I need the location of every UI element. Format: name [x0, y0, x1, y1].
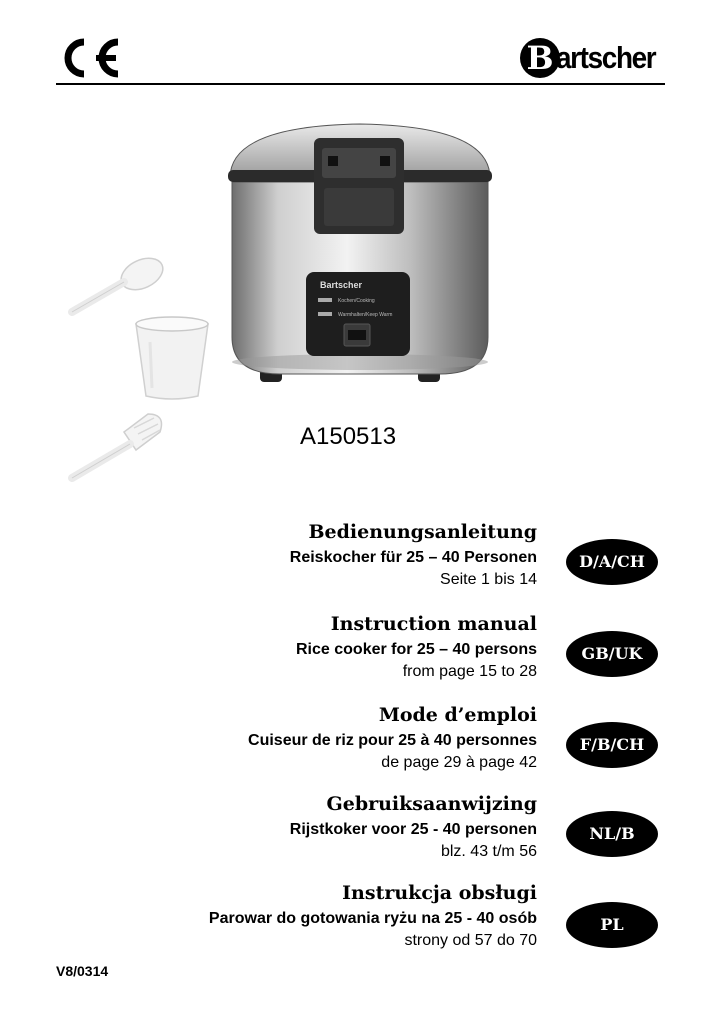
- language-badge-pl: PL: [566, 902, 658, 948]
- rice-spatula-image: [62, 410, 172, 485]
- section-subtitle: Rijstkoker voor 25 - 40 personen: [289, 821, 537, 838]
- section-pages: from page 15 to 28: [402, 663, 537, 680]
- header-divider: [56, 83, 665, 85]
- section-pages: Seite 1 bis 14: [440, 571, 537, 588]
- section-subtitle: Reiskocher für 25 – 40 Personen: [289, 549, 537, 566]
- language-section-fr: [248, 703, 537, 774]
- brand-logo-initial: B: [520, 38, 560, 78]
- section-heading: Instrukcja obsługi: [342, 882, 537, 904]
- language-section-de: [290, 520, 537, 591]
- measuring-cup-image: [130, 312, 214, 402]
- section-subtitle: Cuiseur de riz pour 25 à 40 personnes: [248, 732, 537, 749]
- language-section-en: [296, 612, 537, 683]
- section-pages: strony od 57 do 70: [404, 932, 537, 949]
- section-subtitle: Rice cooker for 25 – 40 persons: [296, 641, 537, 658]
- brand-logo: [520, 36, 662, 80]
- section-heading: Instruction manual: [330, 613, 537, 635]
- panel-cooking-label: Kochen/Cooking: [338, 298, 375, 304]
- language-badge-en: GB/UK: [566, 631, 658, 677]
- model-number: A150513: [300, 423, 397, 450]
- language-section-pl: [209, 881, 537, 952]
- brand-logo-text: artscher: [556, 40, 656, 75]
- section-pages: de page 29 à page 42: [381, 754, 537, 771]
- panel-keepwarm-label: Warmhalten/Keep Warm: [338, 312, 393, 318]
- section-subtitle: Parowar do gotowania ryżu na 25 - 40 osób: [208, 910, 537, 927]
- rice-cooker-image: [220, 112, 510, 402]
- language-section-nl: [290, 792, 537, 863]
- language-badge-de: D/A/CH: [566, 539, 658, 585]
- document-version: V8/0314: [56, 963, 109, 979]
- section-heading: Bedienungsanleitung: [308, 521, 537, 543]
- panel-brand: Bartscher: [320, 280, 363, 290]
- section-pages: blz. 43 t/m 56: [440, 843, 537, 860]
- ce-mark-logo: [56, 36, 122, 80]
- section-heading: Gebruiksaanwijzing: [326, 793, 537, 815]
- section-heading: Mode d’emploi: [378, 704, 537, 726]
- language-badge-nl: NL/B: [566, 811, 658, 857]
- language-badge-fr: F/B/CH: [566, 722, 658, 768]
